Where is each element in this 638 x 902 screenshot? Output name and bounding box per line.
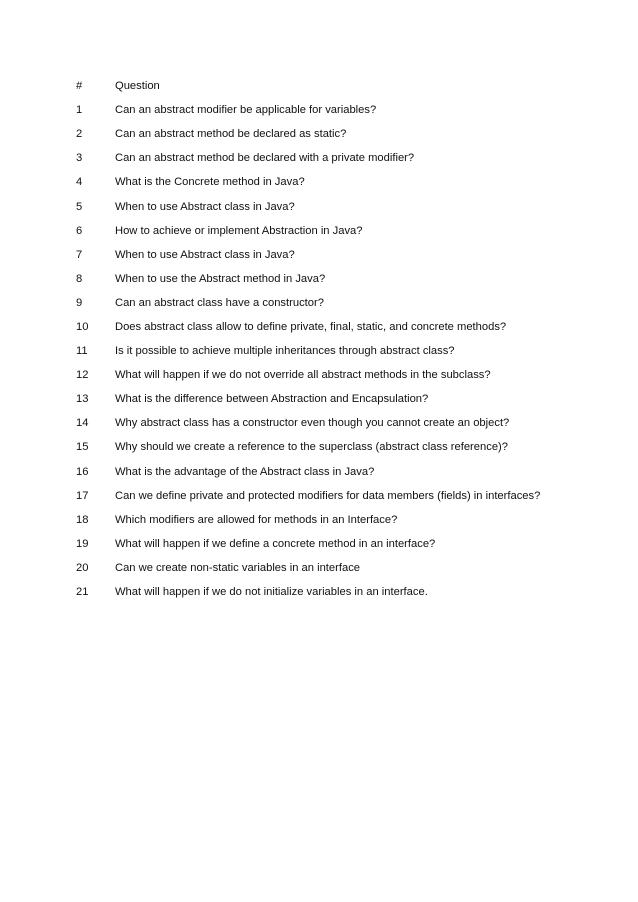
question-text: What is the Concrete method in Java? xyxy=(115,176,305,189)
question-text: What will happen if we define a concrete method in an interface? xyxy=(115,537,436,550)
question-number: 21 xyxy=(76,586,89,599)
table-header-row xyxy=(76,74,616,98)
question-text: Can an abstract modifier be applicable for variables? xyxy=(115,104,377,117)
question-text: Can an abstract method be declared with a private modifier? xyxy=(115,152,415,165)
question-text: When to use Abstract class in Java? xyxy=(115,248,295,261)
table-row xyxy=(76,460,616,484)
question-text: Can we create non-static variables in an interface xyxy=(115,561,361,574)
table-row xyxy=(76,146,616,170)
question-text: Is it possible to achieve multiple inheritances through abstract class? xyxy=(115,345,455,358)
question-text: Can an abstract method be declared as static? xyxy=(115,128,347,141)
question-text: What is the difference between Abstraction and Encapsulation? xyxy=(115,393,429,406)
question-text: Does abstract class allow to define private, final, static, and concrete methods? xyxy=(115,320,507,333)
question-number: 15 xyxy=(76,441,89,454)
table-row xyxy=(76,532,616,556)
table-row xyxy=(76,339,616,363)
column-header-number: # xyxy=(76,80,83,93)
table-row xyxy=(76,484,616,508)
question-text: Why abstract class has a constructor even though you cannot create an object? xyxy=(115,417,510,430)
table-row xyxy=(76,243,616,267)
question-number: 18 xyxy=(76,513,89,526)
question-number: 5 xyxy=(76,200,83,213)
questions-table xyxy=(76,74,616,604)
question-number: 12 xyxy=(76,369,89,382)
question-number: 14 xyxy=(76,417,89,430)
question-number: 11 xyxy=(76,345,88,358)
table-row xyxy=(76,387,616,411)
question-text: Which modifiers are allowed for methods in an Interface? xyxy=(115,513,398,526)
question-number: 3 xyxy=(76,152,83,165)
table-body xyxy=(76,98,616,604)
table-row xyxy=(76,363,616,387)
table-row xyxy=(76,122,616,146)
table-row xyxy=(76,315,616,339)
table-row xyxy=(76,219,616,243)
question-text: How to achieve or implement Abstraction in Java? xyxy=(115,224,363,237)
question-number: 1 xyxy=(76,104,83,117)
table-row xyxy=(76,556,616,580)
question-number: 13 xyxy=(76,393,89,406)
question-number: 17 xyxy=(76,489,89,502)
question-text: What will happen if we do not initialize variables in an interface. xyxy=(115,586,428,599)
question-number: 6 xyxy=(76,224,83,237)
table-row xyxy=(76,580,616,604)
question-number: 10 xyxy=(76,320,89,333)
question-text: What is the advantage of the Abstract class in Java? xyxy=(115,465,375,478)
question-number: 2 xyxy=(76,128,83,141)
question-number: 7 xyxy=(76,248,83,261)
column-header-question: Question xyxy=(115,80,160,93)
question-text: Can an abstract class have a constructor? xyxy=(115,296,324,309)
table-row xyxy=(76,411,616,435)
table-row xyxy=(76,194,616,218)
table-row xyxy=(76,170,616,194)
table-row xyxy=(76,291,616,315)
question-number: 16 xyxy=(76,465,89,478)
question-text: Why should we create a reference to the superclass (abstract class reference)? xyxy=(115,441,508,454)
question-number: 20 xyxy=(76,561,89,574)
question-number: 19 xyxy=(76,537,89,550)
question-number: 9 xyxy=(76,296,83,309)
question-number: 4 xyxy=(76,176,83,189)
question-text: When to use Abstract class in Java? xyxy=(115,200,295,213)
question-text: What will happen if we do not override all abstract methods in the subclass? xyxy=(115,369,491,382)
table-row xyxy=(76,435,616,459)
table-row xyxy=(76,267,616,291)
question-number: 8 xyxy=(76,272,83,285)
table-row xyxy=(76,508,616,532)
question-text: When to use the Abstract method in Java? xyxy=(115,272,326,285)
question-text: Can we define private and protected modifiers for data members (fields) in interfaces? xyxy=(115,489,541,502)
table-row xyxy=(76,98,616,122)
